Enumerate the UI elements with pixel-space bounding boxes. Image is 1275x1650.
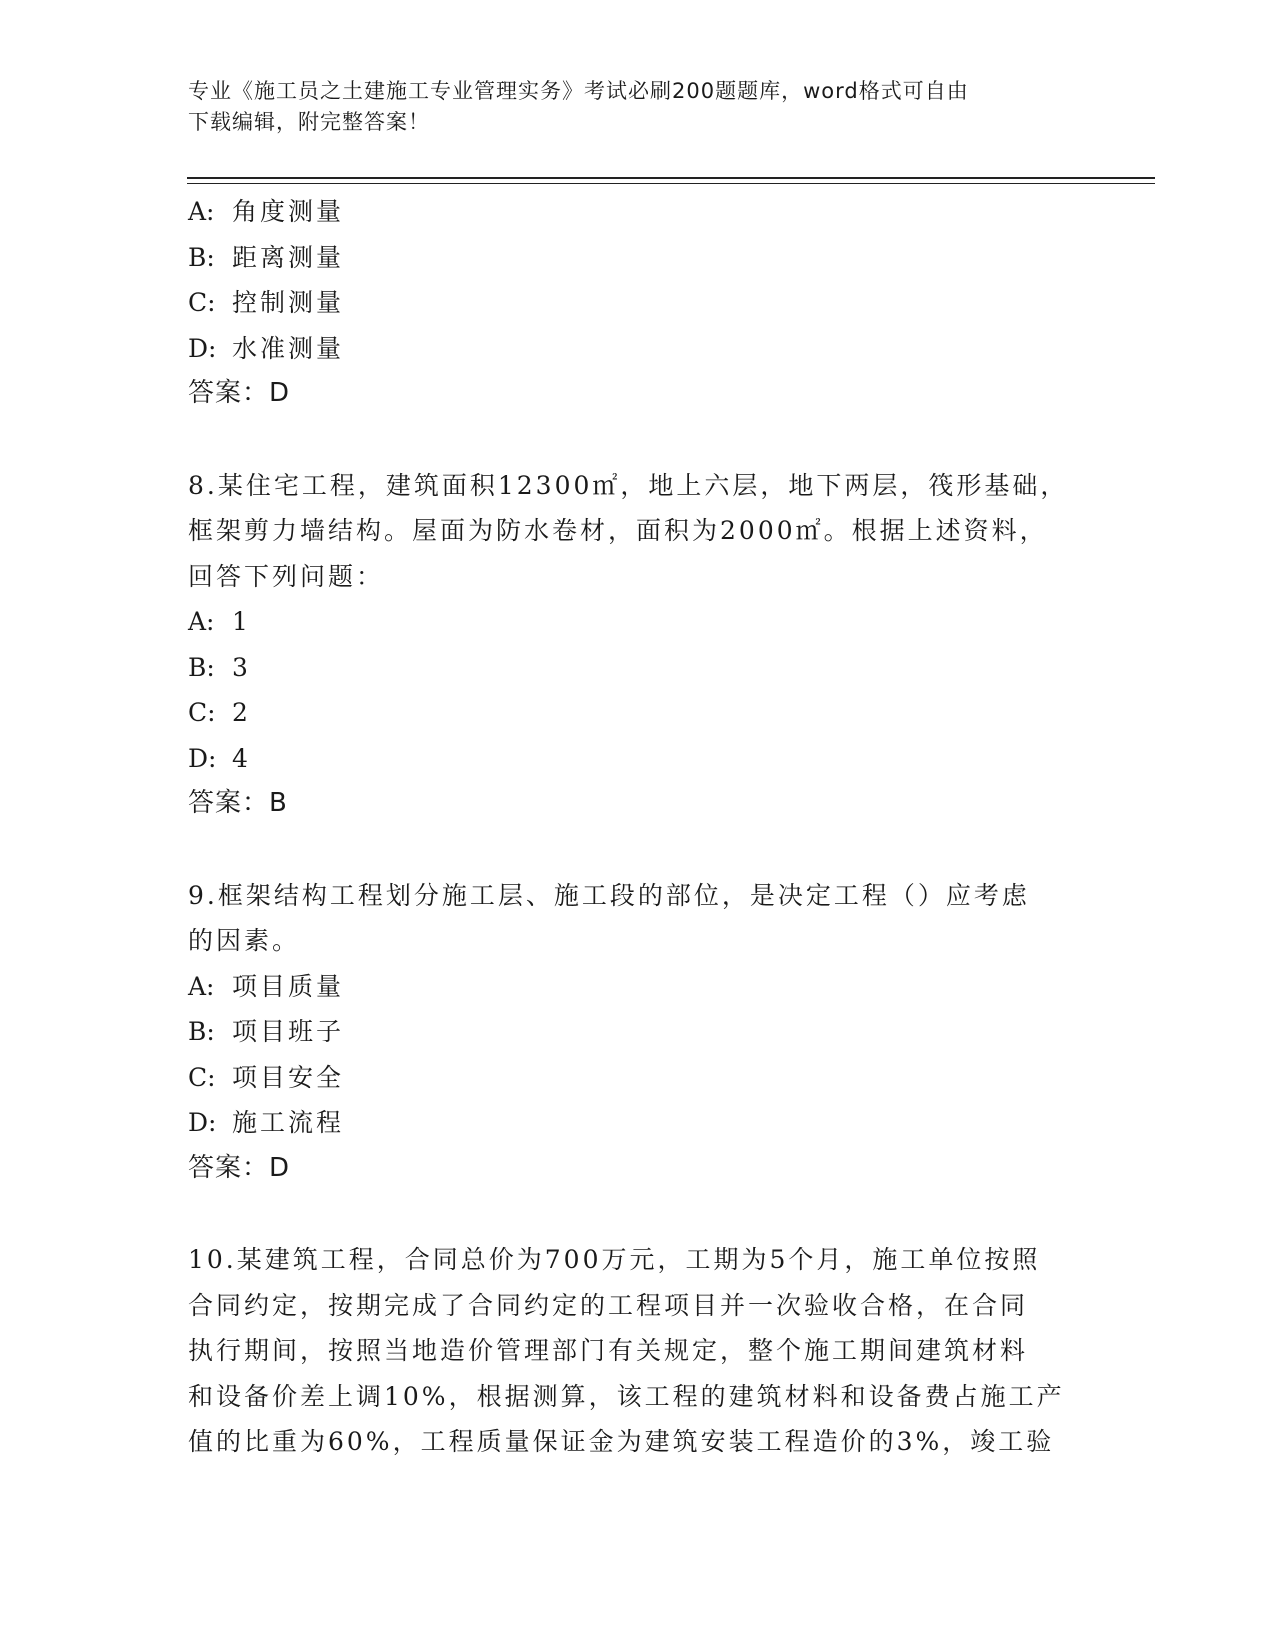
option-c: [188, 690, 1088, 736]
header-divider-thick: [187, 177, 1155, 179]
option-text: 项目质量: [232, 971, 345, 1001]
option-a: [188, 189, 1088, 235]
question-line: 执行期间，按照当地造价管理部门有关规定，整个施工期间建筑材料: [188, 1336, 1029, 1365]
block-spacer: [188, 827, 1088, 873]
question-line: 值的比重为60%，工程质量保证金为建筑安装工程造价的3%，竣工验: [188, 1427, 1055, 1456]
option-d: [188, 736, 1088, 782]
option-d: [188, 1100, 1088, 1146]
option-letter: C:: [188, 288, 216, 317]
option-c: [188, 280, 1088, 326]
option-text: 4: [232, 743, 251, 773]
option-a: [188, 964, 1088, 1010]
header-line-2: 下载编辑，附完整答案！: [188, 110, 430, 134]
option-text: 项目班子: [232, 1017, 345, 1046]
option-letter: C:: [188, 698, 216, 727]
option-b: [188, 1009, 1088, 1055]
option-letter: B:: [188, 1017, 215, 1046]
document-header: [188, 76, 1068, 138]
option-letter: D:: [188, 1108, 217, 1137]
answer-line: 答案：B: [188, 788, 288, 818]
question-line: 8.某住宅工程，建筑面积12300㎡，地上六层，地下两层，筏形基础，: [188, 470, 1069, 500]
option-b: [188, 645, 1088, 691]
question-content: [188, 189, 1088, 1465]
question-line: 9.框架结构工程划分施工层、施工段的部位，是决定工程（）应考虑: [188, 880, 1030, 910]
option-letter: A:: [188, 971, 215, 1001]
option-a: [188, 599, 1088, 645]
question-line: 和设备价差上调10%，根据测算，该工程的建筑材料和设备费占施工产: [188, 1381, 1065, 1411]
option-text: 2: [232, 698, 251, 727]
question-block-10: [188, 1237, 1088, 1465]
question-line: 10.某建筑工程，合同总价为700万元，工期为5个月，施工单位按照: [188, 1245, 1041, 1274]
option-text: 控制测量: [232, 288, 345, 317]
option-text: 项目安全: [232, 1062, 345, 1092]
question-line: 回答下列问题：: [188, 561, 385, 591]
question-line: 的因素。: [188, 926, 301, 955]
option-b: [188, 235, 1088, 281]
header-divider-thin: [187, 183, 1155, 184]
option-text: 1: [232, 607, 251, 636]
question-line: 框架剪力墙结构。屋面为防水卷材，面积为2000㎡。根据上述资料，: [188, 516, 1048, 545]
header-line-1: 专业《施工员之土建施工专业管理实务》考试必刷200题题库，word格式可自由: [188, 79, 969, 103]
option-letter: A:: [188, 197, 215, 226]
option-letter: B:: [188, 652, 215, 682]
option-c: [188, 1055, 1088, 1101]
block-spacer: [188, 1191, 1088, 1237]
block-spacer: [188, 417, 1088, 463]
option-letter: C:: [188, 1062, 216, 1092]
option-text: 角度测量: [232, 197, 345, 226]
answer-line: 答案：D: [188, 1152, 291, 1183]
option-letter: A:: [188, 607, 215, 636]
option-text: 距离测量: [232, 242, 345, 272]
option-letter: D:: [188, 333, 217, 363]
answer-line: 答案：D: [188, 378, 291, 408]
question-block-9: [188, 873, 1088, 1192]
option-text: 水准测量: [232, 333, 345, 363]
option-text: 施工流程: [232, 1108, 345, 1137]
option-text: 3: [232, 652, 251, 682]
question-block-8: [188, 463, 1088, 827]
option-letter: D:: [188, 743, 217, 773]
question-block-7: [188, 189, 1088, 417]
option-letter: B:: [188, 242, 215, 272]
option-d: [188, 326, 1088, 372]
question-line: 合同约定，按期完成了合同约定的工程项目并一次验收合格，在合同: [188, 1290, 1029, 1320]
